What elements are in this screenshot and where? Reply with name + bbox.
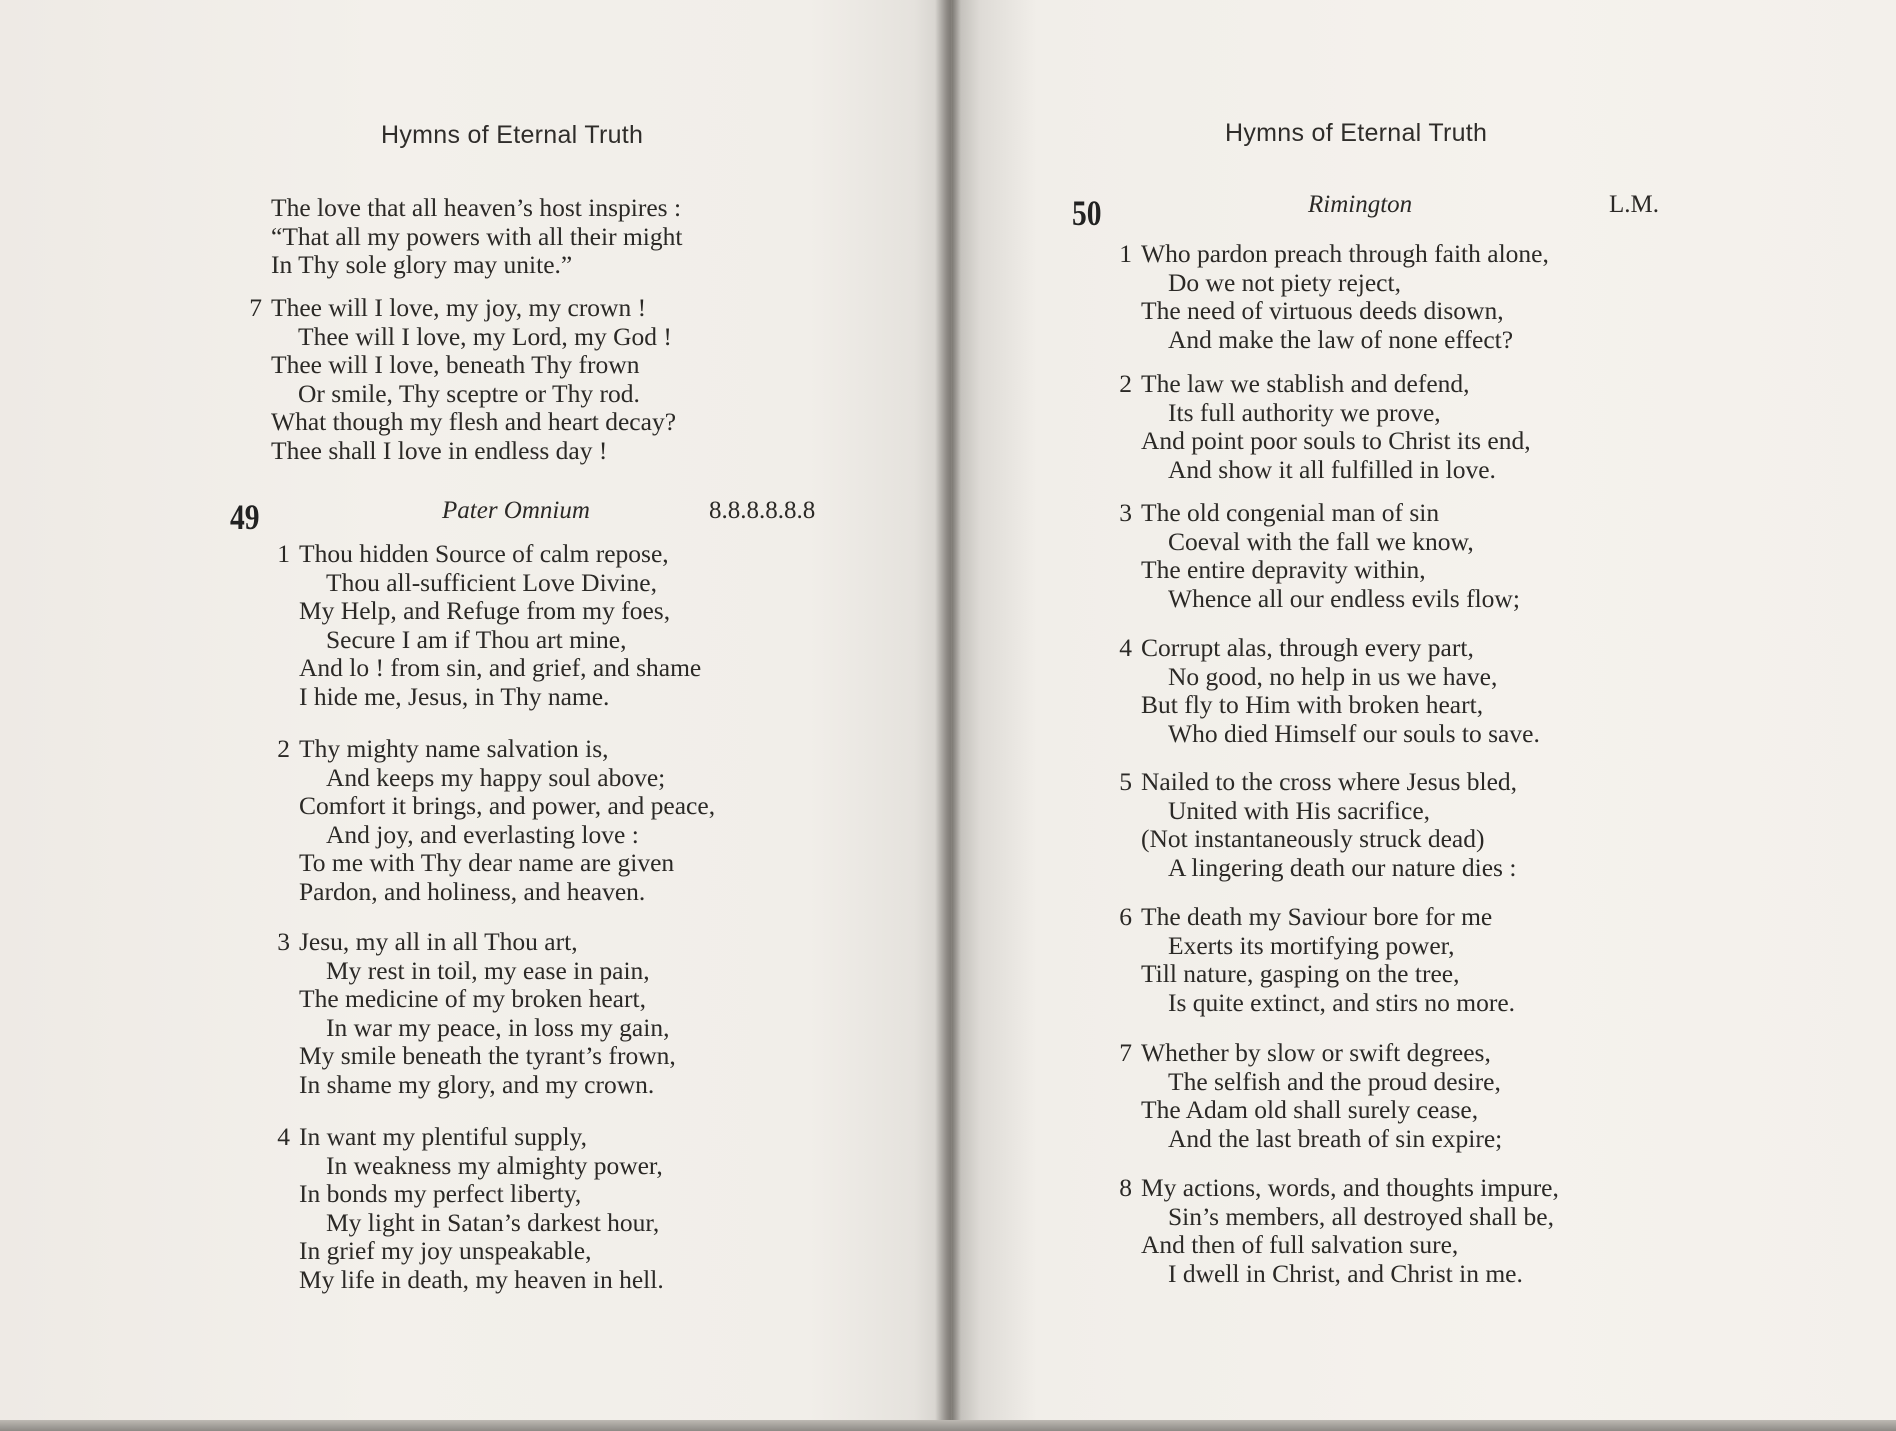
verse-line: The selfish and the proud desire,: [1168, 1066, 1501, 1096]
right-page: [952, 0, 1896, 1431]
verse-line: Nailed to the cross where Jesus bled,: [1141, 767, 1518, 796]
verse-line: And show it all fulfilled in love.: [1168, 454, 1496, 484]
verse-number: 5: [1119, 767, 1132, 796]
hymn-49-verse-3: [268, 928, 676, 1100]
verse-line: A lingering death our nature dies :: [1168, 852, 1517, 882]
verse-line: The law we stablish and defend,: [1141, 369, 1470, 398]
verse-line: In war my peace, in loss my gain,: [326, 1012, 670, 1042]
verse-number: 3: [277, 927, 290, 956]
verse-line: And joy, and everlasting love :: [326, 819, 639, 849]
verse-number: 7: [1119, 1038, 1132, 1067]
verse-line: Or smile, Thy sceptre or Thy rod.: [298, 378, 640, 408]
verse-line: Thy mighty name salvation is,: [299, 734, 609, 763]
hymn-49-verse-4: [268, 1123, 664, 1295]
verse-line: I dwell in Christ, and Christ in me.: [1168, 1258, 1523, 1288]
hymn-49-verse-2: [268, 735, 715, 907]
verse-line: Pardon, and holiness, and heaven.: [299, 876, 646, 906]
verse-line: My Help, and Refuge from my foes,: [299, 596, 671, 626]
hymn-number: 50: [1072, 193, 1102, 233]
verse-line: Coeval with the fall we know,: [1168, 526, 1474, 556]
hymn-49-verse-1: [268, 540, 701, 712]
verse-line: And the last breath of sin expire;: [1168, 1123, 1503, 1153]
verse-line: In shame my glory, and my crown.: [299, 1069, 655, 1099]
verse-line: To me with Thy dear name are given: [299, 848, 675, 878]
verse-line: Thou hidden Source of calm repose,: [299, 539, 669, 568]
hymn-number: 49: [230, 497, 260, 537]
verse-number: 4: [277, 1122, 290, 1151]
hymn-50-verse-2: [1110, 370, 1531, 484]
verse-line: My actions, words, and thoughts impure,: [1141, 1173, 1559, 1202]
verse-line: My smile beneath the tyrant’s frown,: [299, 1041, 676, 1071]
hymn-50-verse-1: [1110, 240, 1549, 354]
verse-line: In weakness my almighty power,: [326, 1150, 663, 1180]
verse-line: Corrupt alas, through every part,: [1141, 633, 1474, 662]
verse-line: “That all my powers with all their might: [271, 221, 683, 251]
verse-line: What though my flesh and heart decay?: [271, 407, 677, 437]
verse-line: And make the law of none effect?: [1168, 324, 1514, 354]
verse-number: 3: [1119, 498, 1132, 527]
tune-name: Rimington: [1308, 191, 1413, 218]
verse-line: The death my Saviour bore for me: [1141, 902, 1493, 931]
verse-line: And then of full salvation sure,: [1141, 1230, 1459, 1260]
verse-line: The love that all heaven’s host inspires :: [271, 193, 682, 222]
verse-line: Whence all our endless evils flow;: [1168, 583, 1520, 613]
verse-line: I hide me, Jesus, in Thy name.: [299, 681, 610, 711]
verse-line: In want my plentiful supply,: [299, 1122, 588, 1151]
verse-number: 6: [1119, 902, 1132, 931]
tune-name: Pater Omnium: [442, 497, 590, 524]
verse-line: Who died Himself our souls to save.: [1168, 718, 1540, 748]
verse-7: [240, 294, 676, 466]
verse-line: Whether by slow or swift degrees,: [1141, 1038, 1491, 1067]
verse-line: The medicine of my broken heart,: [299, 984, 646, 1014]
verse-line: Secure I am if Thou art mine,: [326, 624, 627, 654]
verse-line: The entire depravity within,: [1141, 555, 1426, 585]
meter: 8.8.8.8.8.8: [709, 497, 816, 524]
verse-line: In bonds my perfect liberty,: [299, 1179, 582, 1209]
hymn-50-verse-3: [1110, 499, 1520, 613]
page-bottom-edge: [0, 1420, 1896, 1431]
hymn-50-verse-7: [1110, 1039, 1502, 1153]
verse-line: In Thy sole glory may unite.”: [271, 250, 573, 280]
verse-line: My light in Satan’s darkest hour,: [326, 1207, 660, 1237]
hymn-50-verse-4: [1110, 634, 1540, 748]
running-head: Hymns of Eternal Truth: [1225, 119, 1488, 147]
verse-number: 8: [1119, 1173, 1132, 1202]
meter: L.M.: [1609, 191, 1659, 218]
verse-line: Thee shall I love in endless day !: [271, 435, 608, 465]
verse-line: Exerts its mortifying power,: [1168, 930, 1455, 960]
verse-number: 1: [277, 539, 290, 568]
verse-line: Sin’s members, all destroyed shall be,: [1168, 1201, 1554, 1231]
verse-line: Thee will I love, beneath Thy frown: [271, 350, 640, 380]
verse-number: 2: [277, 734, 290, 763]
verse-line: My life in death, my heaven in hell.: [299, 1264, 664, 1294]
verse-number: 7: [249, 293, 262, 322]
verse-line: Thou all-sufficient Love Divine,: [326, 567, 657, 597]
verse-number: 1: [1119, 239, 1132, 268]
verse-line: My rest in toil, my ease in pain,: [326, 955, 650, 985]
verse-line: Thee will I love, my joy, my crown !: [271, 293, 647, 322]
verse-line: And point poor souls to Christ its end,: [1141, 426, 1531, 456]
verse-line: And lo ! from sin, and grief, and shame: [299, 653, 702, 683]
verse-line: In grief my joy unspeakable,: [299, 1236, 592, 1266]
verse-line: United with His sacrifice,: [1168, 795, 1431, 825]
hymn-50-verse-6: [1110, 903, 1515, 1017]
verse-line: Do we not piety reject,: [1168, 267, 1401, 297]
verse-number: 2: [1119, 369, 1132, 398]
verse-line: Its full authority we prove,: [1168, 397, 1441, 427]
verse-line: The need of virtuous deeds disown,: [1141, 296, 1504, 326]
verse-line: Jesu, my all in all Thou art,: [299, 927, 578, 956]
book-gutter: [935, 0, 961, 1431]
verse-line: Thee will I love, my Lord, my God !: [298, 321, 672, 351]
verse-line: The old congenial man of sin: [1141, 498, 1440, 527]
verse-line: Till nature, gasping on the tree,: [1141, 959, 1460, 989]
verse-line: Who pardon preach through faith alone,: [1141, 239, 1549, 268]
verse-line: But fly to Him with broken heart,: [1141, 690, 1484, 720]
verse-line: Comfort it brings, and power, and peace,: [299, 791, 716, 821]
hymn-50-verse-8: [1110, 1174, 1559, 1288]
verse-line: Is quite extinct, and stirs no more.: [1168, 987, 1516, 1017]
verse-number: 4: [1119, 633, 1132, 662]
verse-line: And keeps my happy soul above;: [326, 762, 666, 792]
hymn-50-verse-5: [1110, 768, 1517, 882]
verse-line: The Adam old shall surely cease,: [1141, 1095, 1479, 1125]
verse-line: (Not instantaneously struck dead): [1141, 824, 1485, 854]
verse-continuation: [271, 194, 682, 280]
verse-line: No good, no help in us we have,: [1168, 661, 1498, 691]
running-head: Hymns of Eternal Truth: [381, 121, 644, 149]
